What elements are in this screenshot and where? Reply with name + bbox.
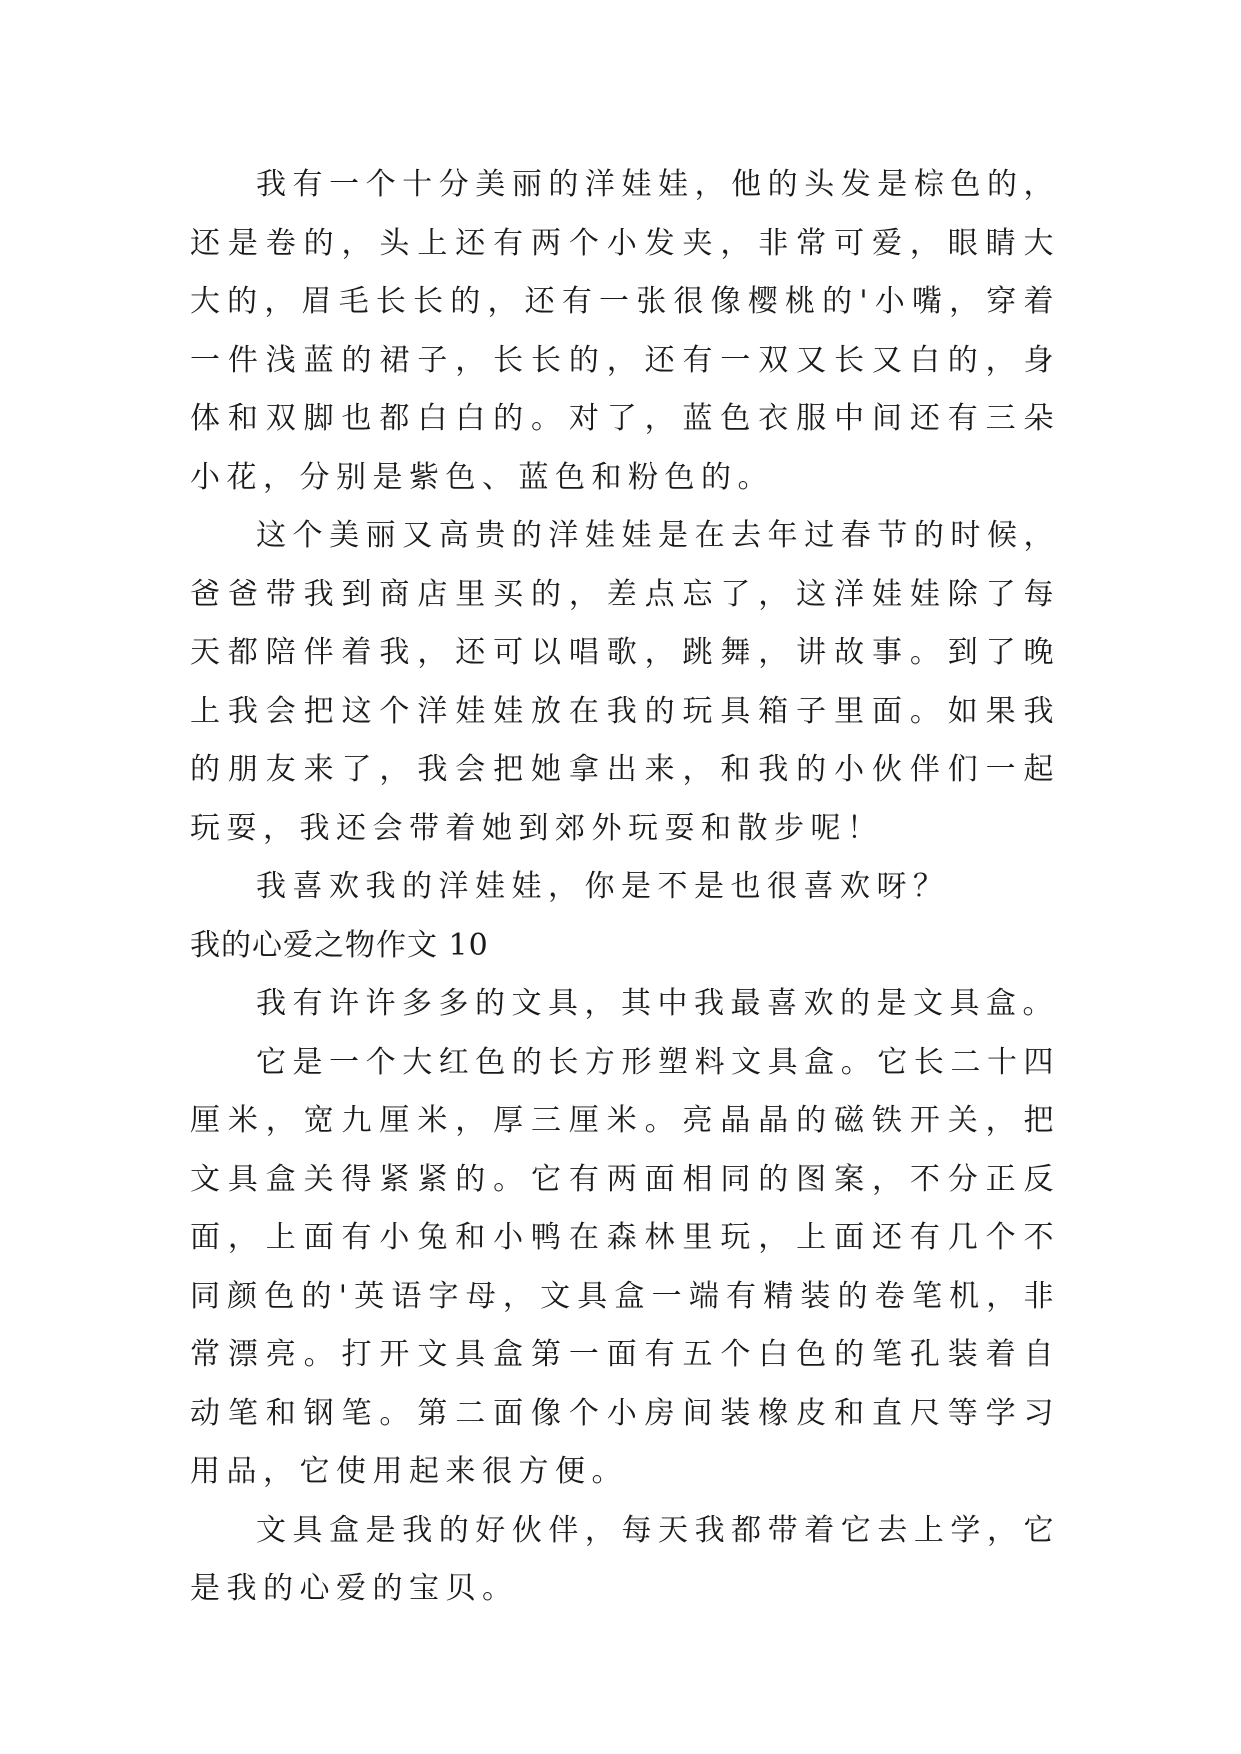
- section-title: 我的心爱之物作文 10: [190, 927, 489, 963]
- paragraph-pencil-case-description: 它是一个大红色的长方形塑料文具盒。它长二十四厘米，宽九厘米，厚三厘米。亮晶晶的磁铁开关，把文具盒关得紧紧的。它有两面相同的图案，不分正反面，上面有小兔和小鸭在森林里玩，上面还有几个不同颜色的'英语字母，文具盒一端有精装的卷笔机，非常漂亮。打开文具盒第一面有五个白色的笔孔装着自动笔和钢笔。第二面像个小房间装橡皮和直尺等学习用品，它使用起来很方便。: [190, 1044, 1060, 1489]
- paragraph-pencil-case-closing: 文具盒是我的好伙伴，每天我都带着它去上学，它是我的心爱的宝贝。: [190, 1512, 1060, 1606]
- paragraph-doll-description: 我有一个十分美丽的洋娃娃，他的头发是棕色的，还是卷的，头上还有两个小发夹，非常可爱，眼睛大大的，眉毛长长的，还有一张很像樱桃的'小嘴，穿着一件浅蓝的裙子，长长的，还有一双又长又白的，身体和双脚也都白白的。对了，蓝色衣服中间还有三朵小花，分别是紫色、蓝色和粉色的。: [190, 167, 1060, 495]
- paragraph-stationery-intro: 我有许许多多的文具，其中我最喜欢的是文具盒。: [256, 986, 1059, 1021]
- paragraph-doll-closing: 我喜欢我的洋娃娃，你是不是也很喜欢呀？: [256, 869, 950, 904]
- document-body: [190, 156, 1060, 1619]
- paragraph-doll-origin: 这个美丽又高贵的洋娃娃是在去年过春节的时候，爸爸带我到商店里买的，差点忘了，这洋娃娃除了每天都陪伴着我，还可以唱歌，跳舞，讲故事。到了晚上我会把这个洋娃娃放在我的玩具箱子里面。如果我的朋友来了，我会把她拿出来，和我的小伙伴们一起玩耍，我还会带着她到郊外玩耍和散步呢！: [190, 518, 1060, 846]
